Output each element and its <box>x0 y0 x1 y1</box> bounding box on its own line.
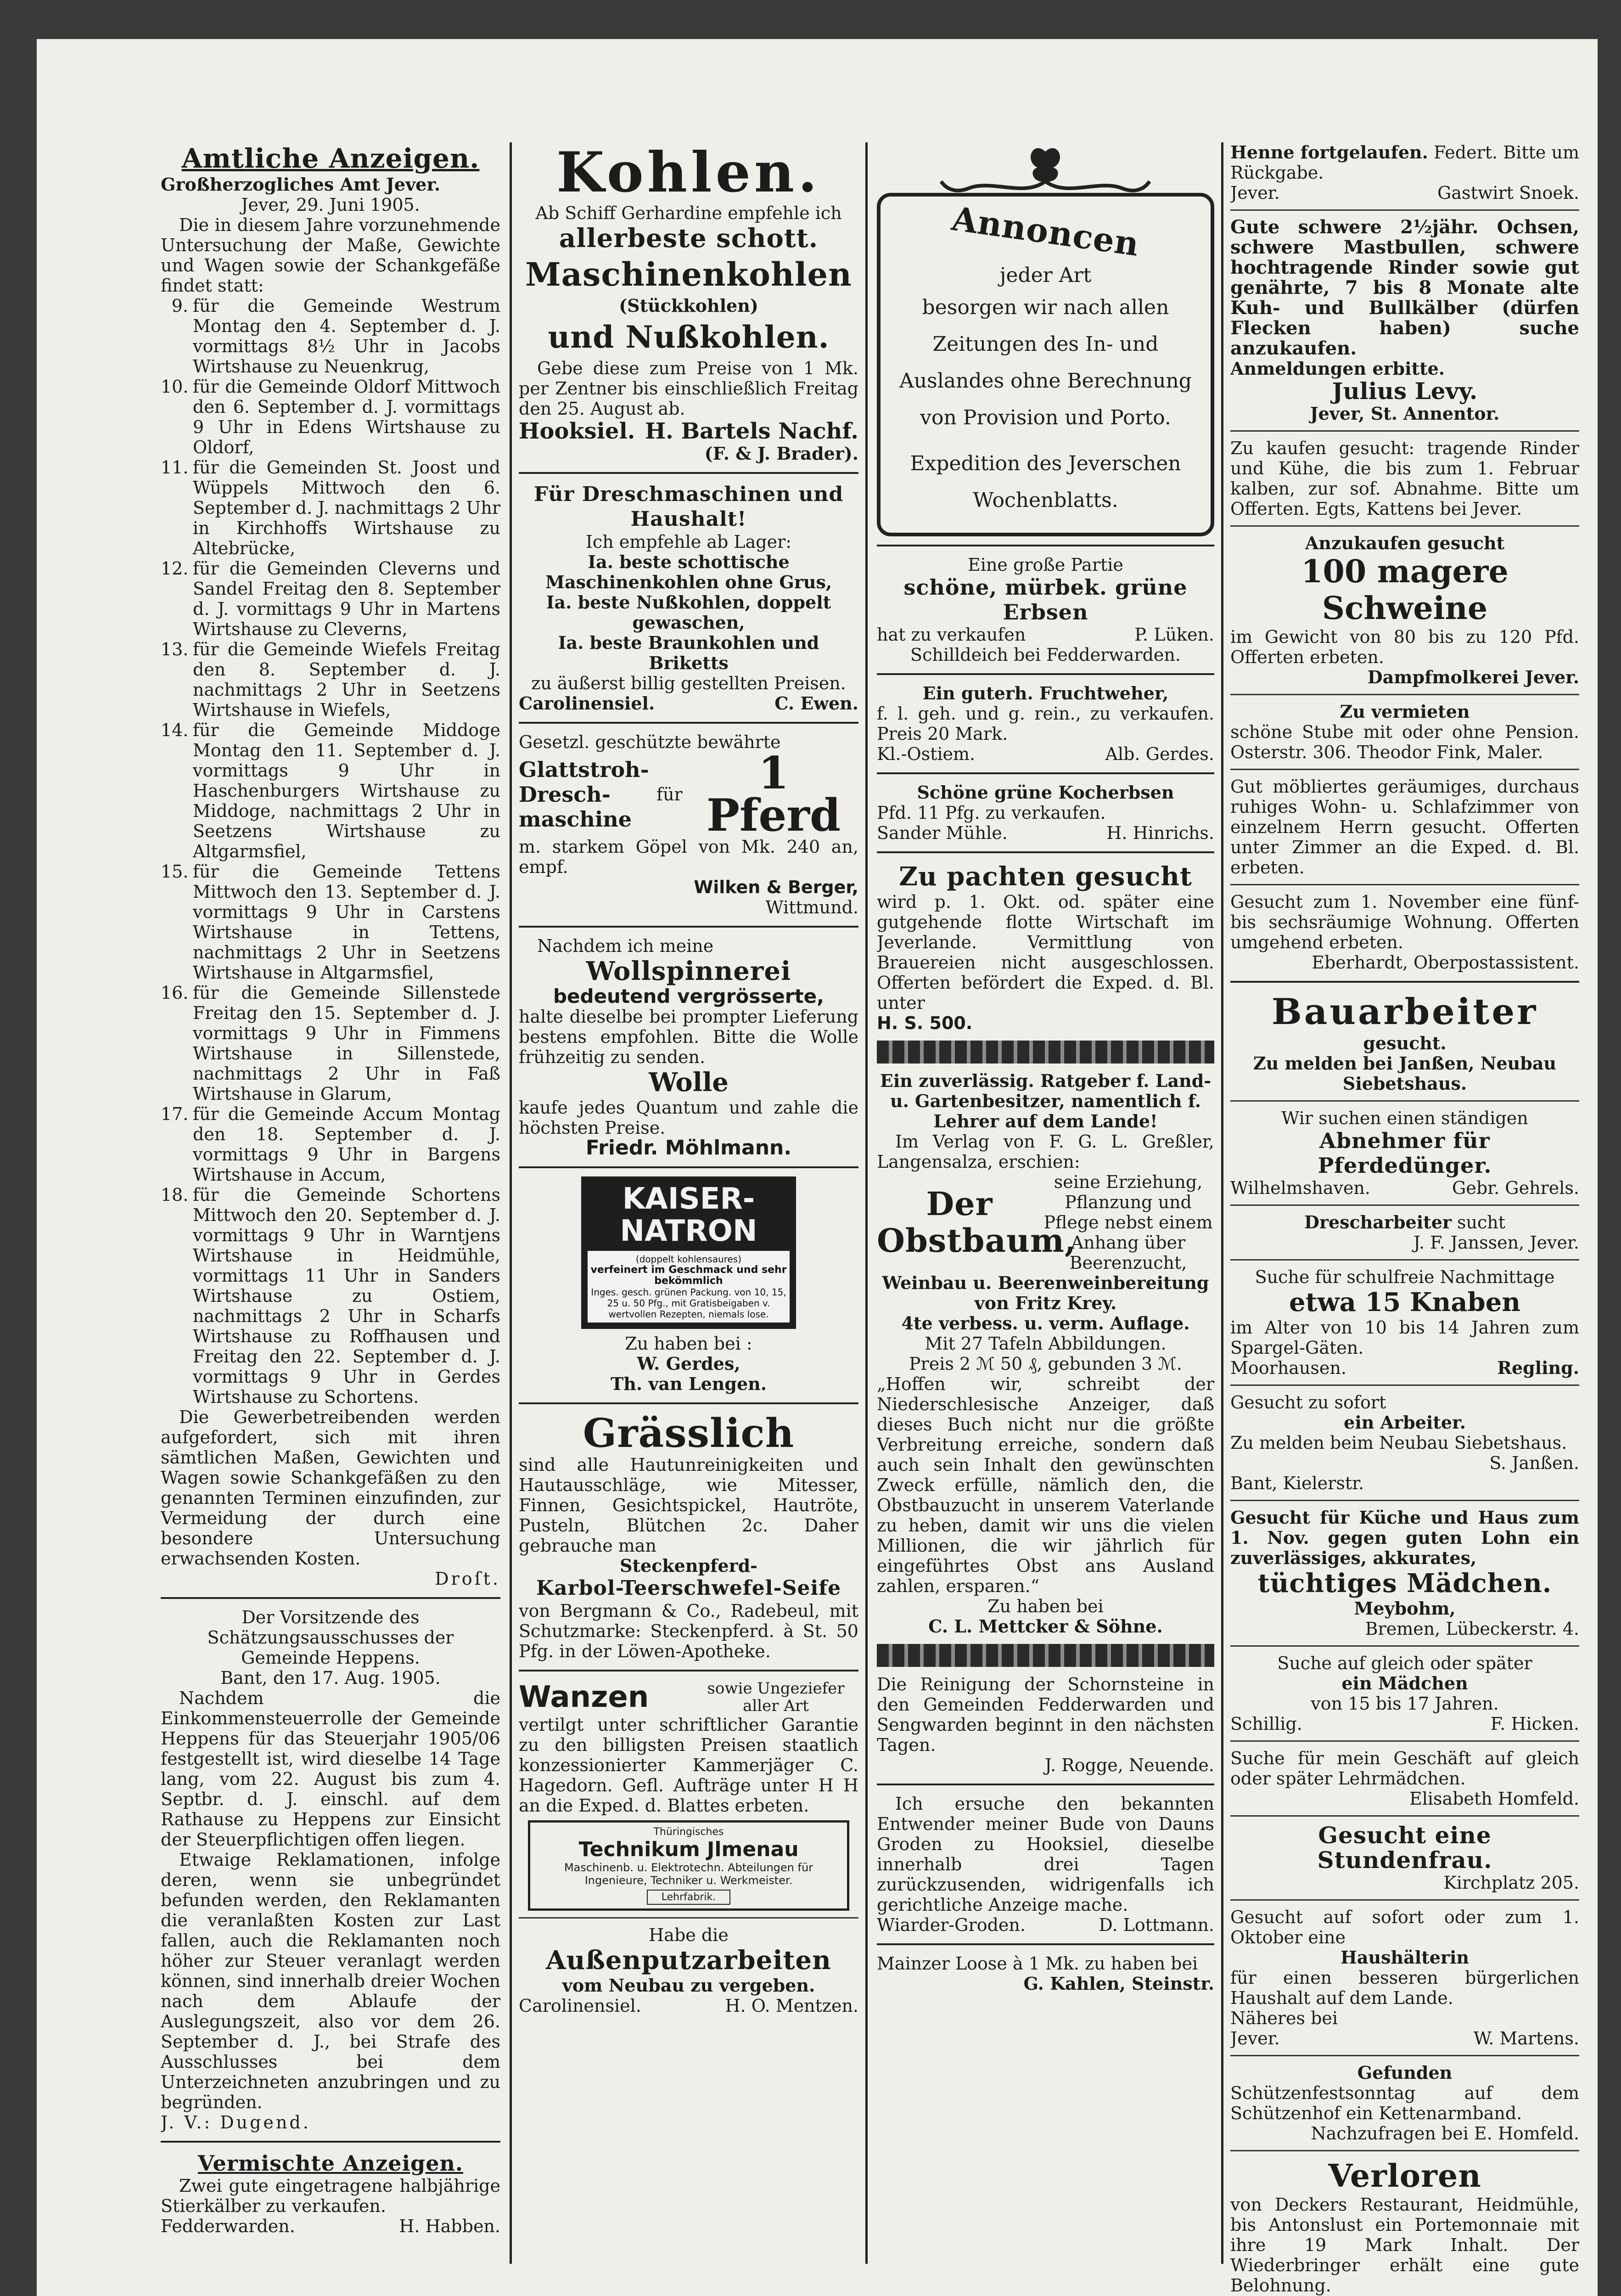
obstbaum-publisher: Im Verlag von F. G. L. Greßler, Langensalza, erschien: <box>877 1131 1214 1172</box>
column-4 <box>1230 142 1579 2296</box>
glattstroh-sign: Wilken & Berger, <box>694 877 858 897</box>
annoncen-headline: Annoncen <box>949 198 1142 264</box>
schedule-item: 16. für die Gemeinde Sillenstede Freitag den 15. September d. J. vormittags 9 Uhr in Fimmens Wirtshause in Sillenstede, nachmittags 2 Uhr in Faß Wirtshause in Glarum, <box>161 983 500 1104</box>
abnehmer-line: Wir suchen einen ständigen <box>1281 1108 1528 1128</box>
haushaelterin-headline: Haushälterin <box>1340 1947 1470 1968</box>
haushaelterin-line: Gesucht auf sofort oder zum 1. Oktober eine <box>1230 1907 1579 1947</box>
annoncen-line: jeder Art <box>999 264 1092 287</box>
ochsen-line: Anmeldungen erbitte. <box>1230 358 1445 379</box>
schweine-headline: 100 magere Schweine <box>1301 553 1509 627</box>
schedule-list <box>161 296 500 1407</box>
aussenputz-line: Habe die <box>649 1925 729 1945</box>
maedchen2-line: von 15 bis 17 Jahren. <box>1311 1694 1499 1714</box>
aussenputz-headline: Außenputzarbeiten <box>546 1945 831 1975</box>
schedule-item: 9. für die Gemeinde Westrum Montag den 4. September d. J. vormittags 8½ Uhr in Jacobs Wirtshause zu Neuenkrug, <box>171 296 500 377</box>
annoncen-text: besorgen wir nach allen Zeitungen des In- und Auslandes ohne Berechnung von Provision und Porto. <box>899 296 1192 429</box>
technikum-ad <box>528 1820 849 1911</box>
fruchtweher-headline: Ein guterh. Fruchtweher, <box>922 683 1169 703</box>
dresch-line: Ich empfehle ab Lager: <box>585 532 792 552</box>
tax-notice-body: Nachdem die Einkommensteuerrolle der Gemeinde Heppens für das Steuerjahr 1905/06 festgestellt ist, wird dieselbe 14 Tage lang, vom 22. August bis zum 4. Septbr. d. J. einschl. auf dem Rathause zu Heppens zur Einsicht der Steuerpflichtigen offen liegen. <box>161 1688 500 1850</box>
schedule-item: 11. für die Gemeinden St. Joost und Wüppels Mittwoch den 6. September d. J. nachmittags 2 Uhr in Kirchhoffs Wirtshause zu Altebrücke, <box>161 457 500 558</box>
knaben-text: im Alter von 10 bis 14 Jahren zum Spargel-Gäten. <box>1230 1317 1579 1358</box>
arbeiter-sign: S. Janßen. <box>1489 1453 1579 1473</box>
obstbaum-line: Mit 27 Tafeln Abbildungen. <box>925 1334 1167 1354</box>
kocherbsen-headline: Schöne grüne Kocherbsen <box>917 782 1174 803</box>
technikum-text: Maschinenb. u. Elektrotechn. Abteilungen für Ingenieure, Techniker u. Werkmeister. <box>564 1861 813 1887</box>
abnehmer-headline: Abnehmer für Pferdedünger. <box>1318 1128 1492 1178</box>
notice-outro: Die Gewerbetreibenden werden aufgefordert, sich mit ihren sämtlichen Maßen, Gewichten und Wagen sowie Schankgefäßen zu den genannten Terminen einzufinden, zur Vermeidung der durch eine besondere Untersuchung erwachsenden Kosten. <box>161 1407 500 1569</box>
loose-sign: G. Kahlen, Steinstr. <box>1023 1973 1214 1994</box>
wanzen-text: vertilgt unter schriftlicher Garantie zu den billigsten Preisen staatlich konzessionierter Kammerjäger C. Hagedorn. Gefl. Aufträge unter H H an die Exped. d. Blattes erbeten. <box>519 1715 858 1816</box>
zimmer-text: Gut möbliertes geräumiges, durchaus ruhiges Wohn- u. Schlafzimmer von einzelnem Herrn gesucht. Offerten unter Zimmer an die Exped. d. Bl. erbeten. <box>1230 777 1579 878</box>
knaben-line: Suche für schulfreie Nachmittage <box>1255 1267 1555 1287</box>
wohnung-sign: Eberhardt, Oberpostassistent. <box>1312 952 1579 973</box>
kohlen-sign: Hooksiel. H. Bartels Nachf. <box>519 418 858 444</box>
kohlen-line: Ab Schiff Gerhardine empfehle ich <box>535 203 842 223</box>
verloren-headline: Verloren <box>1328 2158 1481 2195</box>
verloren-text: von Deckers Restaurant, Heidmühle, bis Antonslust ein Portemonnaie mit ihre 19 Mark Inhalt. Der Wiederbringer erhält eine gute Belohnung. <box>1230 2195 1579 2296</box>
schedule-item: 17. für die Gemeinde Accum Montag den 18. September d. J. vormittags 9 Uhr in Bargens Wirtshause in Accum, <box>161 1104 500 1185</box>
section-title-misc: Vermischte Anzeigen. <box>198 2151 463 2176</box>
kohlen-headline: Kohlen. <box>556 142 821 205</box>
kohlen-text: Gebe diese zum Preise von 1 Mk. per Zentner bis einschließlich Freitag den 25. August ab. <box>519 358 858 419</box>
haushaelterin-line: Näheres bei <box>1230 2008 1338 2028</box>
tax-notice-date: Bant, den 17. Aug. 1905. <box>220 1668 441 1688</box>
kohlen-line: allerbeste schott. <box>559 223 819 253</box>
annoncen-expedition: Expedition des Jeverschen Wochenblatts. <box>910 452 1181 512</box>
column-rule <box>1221 142 1223 2264</box>
obstbaum-title-block <box>877 1172 1214 1273</box>
glattstroh-line: Gesetzl. geschützte bewährte <box>519 732 781 752</box>
obstbaum-where: Zu haben bei <box>987 1596 1104 1616</box>
kaiser-natron-text: Inges. gesch. grünen Packung. von 10, 15, 25 u. 50 Pfg., mit Gratisbeigaben v. wertvollen Rezepten, niemals lose. <box>591 1287 786 1320</box>
wohnung-text: Gesucht zum 1. November eine fünf- bis sechsräumige Wohnung. Offerten umgehend erbeten. <box>1230 892 1579 952</box>
maedchen-sign: Meybohm, <box>1354 1598 1456 1619</box>
dresch-line: zu äußerst billig gestellten Preisen. <box>531 673 846 693</box>
arbeiter-place: Bant, Kielerstr. <box>1230 1473 1364 1493</box>
authority-line: Großherzogliches Amt Jever. <box>161 174 441 195</box>
vermieten-text: schöne Stube mit oder ohne Pension. Osterstr. 306. Theodor Fink, Maler. <box>1230 722 1579 762</box>
fruchtweher-sign: Kl.-Ostiem. Alb. Gerdes. <box>877 744 1214 764</box>
arbeiter-text: Zu melden beim Neubau Siebetshaus. <box>1230 1433 1567 1453</box>
haushaelterin-sign: Jever. W. Martens. <box>1230 2028 1579 2048</box>
schedule-item: 12. für die Gemeinden Cleverns und Sandel Freitag den 8. September d. J. vormittags 9 Uhr in Martens Wirtshause zu Cleverns, <box>161 558 500 639</box>
erbsen-place: Schilldeich bei Fedderwarden. <box>910 645 1181 665</box>
schweine-line: Anzukaufen gesucht <box>1305 533 1505 553</box>
haushaelterin-text: für einen besseren bürgerlichen Haushalt auf dem Lande. <box>1230 1968 1579 2008</box>
wolle-headline: Wollspinnerei <box>586 956 791 986</box>
graesslich-line: Steckenpferd- <box>620 1555 757 1576</box>
dresch-line: Ia. beste Nußkohlen, doppelt gewaschen, <box>546 592 831 633</box>
graesslich-product: Karbol-Teerschwefel-Seife <box>536 1576 841 1600</box>
decorative-strip <box>877 1041 1214 1064</box>
stundenfrau-headline: Gesucht eine Stundenfrau. <box>1317 1822 1492 1874</box>
annoncen-box <box>877 193 1214 536</box>
obstbaum-price: Preis 2 ℳ 50 ₰, gebunden 3 ℳ. <box>909 1354 1182 1374</box>
maedchen-place: Bremen, Lübeckerstr. 4. <box>1365 1619 1579 1639</box>
obstbaum-intro: Ein zuverlässig. Ratgeber f. Land- u. Gartenbesitzer, namentlich f. Lehrer auf dem Lande! <box>880 1070 1212 1131</box>
loose-text: Mainzer Loose à 1 Mk. zu haben bei <box>877 1953 1198 1974</box>
graesslich-text: sind alle Hautunreinigkeiten und Hautausschläge, wie Mitesser, Finnen, Gesichtspickel, Hautröte, Pusteln, Blütchen 2c. Daher gebrauche man <box>519 1455 858 1556</box>
arbeiter-line: Gesucht zu sofort <box>1230 1392 1386 1412</box>
kaiser-natron-seller-2: Th. van Lengen. <box>610 1373 767 1394</box>
fruchtweher-text: f. l. geh. und g. rein., zu verkaufen. Preis 20 Mark. <box>877 703 1214 744</box>
kaiser-natron-title-2: NATRON <box>620 1214 757 1248</box>
drescharbeiter-text: sucht <box>1457 1212 1505 1232</box>
stundenfrau-place: Kirchplatz 205. <box>1443 1873 1579 1893</box>
wanzen-title: Wanzen sowie Ungeziefer aller Art <box>519 1679 845 1715</box>
tax-notice-signature: J. V.: Dugend. <box>161 2112 311 2133</box>
bauarbeiter-line: gesucht. <box>1363 1033 1447 1053</box>
rinder-text: Zu kaufen gesucht: tragende Rinder und Kühe, die bis zum 1. Februar kalben, zur sof. Abnahme. Bitte um Offerten. Egts, Kattens bei Jever. <box>1230 438 1579 519</box>
technikum-title: Technikum Jlmenau <box>578 1838 799 1861</box>
pachten-code: H. S. 500. <box>877 1013 973 1033</box>
schedule-item: 10. für die Gemeinde Oldorf Mittwoch den 6. September d. J. vormittags 9 Uhr in Edens Wirtshause zu Oldorf, <box>161 377 500 457</box>
wolle-sign: Friedr. Möhlmann. <box>585 1136 792 1159</box>
tax-notice-head: Der Vorsitzende des Schätzungsausschusses der Gemeinde Heppens. <box>207 1607 454 1668</box>
technikum-badge: Lehrfabrik. <box>647 1890 730 1905</box>
obstbaum-seller: C. L. Mettcker & Söhne. <box>928 1616 1163 1637</box>
henne-sign: Jever. Gastwirt Snoek. <box>1230 183 1579 203</box>
misc-ad-text: Zwei gute eingetragene halbjährige Stierkälber zu verkaufen. <box>161 2176 500 2216</box>
column-2 <box>519 142 858 2016</box>
newspaper-page <box>37 39 1598 2296</box>
henne-text: Federt. Bitte um Rückgabe. <box>1230 142 1579 183</box>
maedchen-text: Gesucht für Küche und Haus zum 1. Nov. gegen guten Lohn ein zuverlässiges, akkurates, <box>1230 1507 1579 1568</box>
bauarbeiter-text: Zu melden bei Janßen, Neubau Siebetshaus. <box>1253 1053 1557 1094</box>
kohlen-line: Maschinenkohlen <box>525 255 852 293</box>
misc-ad-sign: Fedderwarden. H. Habben. <box>161 2216 500 2236</box>
gefunden-sign: Nachzufragen bei E. Homfeld. <box>1311 2123 1579 2144</box>
kohlen-sign-2: (F. & J. Brader). <box>704 443 858 464</box>
graesslich-headline: Grässlich <box>583 1410 795 1457</box>
kaiser-natron-ad <box>581 1176 796 1329</box>
kaiser-natron-text: verfeinert im Geschmack und sehr bekömmlich <box>590 1264 787 1287</box>
ochsen-place: Jever, St. Annentor. <box>1310 403 1500 424</box>
knaben-headline: etwa 15 Knaben <box>1289 1287 1521 1317</box>
kocherbsen-sign: Sander Mühle. H. Hinrichs. <box>877 823 1214 843</box>
erbsen-line: Eine große Partie <box>968 555 1123 575</box>
schweine-text: im Gewicht von 80 bis zu 120 Pfd. Offerten erbeten. <box>1230 627 1579 667</box>
glattstroh-title: Glattstroh-Dresch-maschine für 1 Pferd <box>519 747 841 841</box>
henne-headline: Henne fortgelaufen. <box>1230 142 1428 163</box>
wolle-headline-2: Wolle <box>649 1067 729 1097</box>
wolle-line: Nachdem ich meine <box>537 936 714 956</box>
notice-signature: Droſt. <box>435 1569 500 1589</box>
kaiser-natron-title: KAISER- <box>622 1182 755 1216</box>
kohlen-line: und Nußkohlen. <box>548 319 830 355</box>
column-rule <box>510 142 512 2264</box>
ochsen-sign: Julius Levy. <box>1332 377 1478 405</box>
glattstroh-price: m. starkem Göpel von Mk. 240 an, empf. <box>519 837 858 877</box>
drescharbeiter-headline: Drescharbeiter <box>1304 1212 1452 1232</box>
lehrmaedchen-sign: Elisabeth Homfeld. <box>1409 1789 1579 1809</box>
kaiser-natron-seller: W. Gerdes, <box>637 1353 740 1374</box>
obstbaum-line: Weinbau u. Beerenweinbereitung von Fritz Krey. <box>882 1272 1209 1313</box>
maedchen-headline: tüchtiges Mädchen. <box>1257 1568 1552 1598</box>
dresch-headline: Für Dreschmaschinen und Haushalt! <box>533 483 844 531</box>
maedchen2-sign: Schillig. F. Hicken. <box>1230 1714 1579 1734</box>
gefunden-text: Schützenfestsonntag auf dem Schützenhof ein Kettenarmband. <box>1230 2083 1579 2123</box>
glattstroh-sign-2: Wittmund. <box>765 897 858 917</box>
vermieten-headline: Zu vermieten <box>1340 701 1470 722</box>
tax-notice-body-2: Etwaige Reklamationen, infolge deren, wenn sie unbegründet befunden werden, den Reklamanten die veranlaßten Kosten zur Last fallen, auch die Reklamanten noch höher zur Steuer veranlagt werden können, sind innerhalb dreier Wochen nach dem Ablaufe der Auslegungszeit, also vor dem 26. September d. J., bei Strafe des Ausschlusses bei dem Unterzeichneten anzubringen und zu begründen. <box>161 1850 500 2112</box>
lehrmaedchen-text: Suche für mein Geschäft auf gleich oder später Lehrmädchen. <box>1230 1748 1579 1789</box>
bauarbeiter-headline: Bauarbeiter <box>1271 991 1538 1033</box>
maedchen2-line: Suche auf gleich oder später <box>1277 1653 1532 1673</box>
bude-sign: Wiarder-Groden. D. Lottmann. <box>877 1915 1214 1935</box>
kaiser-natron-text: (doppelt kohlensaures) <box>635 1254 742 1265</box>
wolle-line: bedeutend vergrösserte, <box>553 985 825 1007</box>
abnehmer-sign: Wilhelmshaven. Gebr. Gehrels. <box>1230 1178 1579 1198</box>
aussenputz-sign: Carolinensiel. H. O. Mentzen. <box>519 1996 858 2016</box>
dresch-line: Ia. beste schottische Maschinenkohlen ohne Grus, <box>545 551 832 592</box>
obstbaum-title: Der Obstbaum, <box>877 1185 1077 1260</box>
decorative-strip <box>877 1644 1214 1667</box>
graesslich-text-2: von Bergmann & Co., Radebeul, mit Schutzmarke: Steckenpferd. à St. 50 Pfg. in der Löwen-Apotheke. <box>519 1601 858 1661</box>
pachten-headline: Zu pachten gesucht <box>899 861 1192 892</box>
erbsen-sign: hat zu verkaufen P. Lüken. <box>877 625 1214 645</box>
section-title-official: Amtliche Anzeigen. <box>181 143 480 174</box>
drescharbeiter-sign: J. F. Janssen, Jever. <box>1413 1232 1579 1253</box>
kaiser-natron-where: Zu haben bei : <box>625 1334 752 1354</box>
knaben-sign: Moorhausen. Regling. <box>1230 1357 1579 1378</box>
maedchen2-headline: ein Mädchen <box>1341 1673 1468 1694</box>
wolle-text-2: kaufe jedes Quantum und zahle die höchsten Preise. <box>519 1097 858 1138</box>
schedule-item: 14. für die Gemeinde Middoge Montag den 11. September d. J. vormittags 9 Uhr in Haschenburgers Wirtshause zu Middoge, nachmittags 2 Uhr in Seetzens Wirtshause zu Altgarmsfiel, <box>161 720 500 861</box>
bude-text: Ich ersuche den bekannten Entwender meiner Bude von Dauns Groden zu Hooksiel, dieselbe innerhalb drei Tagen zurückzusenden, widrigenfalls ich gerichtliche Anzeige mache. <box>877 1794 1214 1915</box>
wolle-text: halte dieselbe bei prompter Lieferung bestens empfohlen. Bitte die Wolle frühzeitig zu senden. <box>519 1007 858 1067</box>
kocherbsen-text: Pfd. 11 Pfg. zu verkaufen. <box>877 803 1106 823</box>
schedule-item: 18. für die Gemeinde Schortens Mittwoch den 20. September d. J. vormittags 9 Uhr in Warntjens Wirtshause in Heidmühle, vormittags 11 Uhr in Sanders Wirtshause zu Ostiem, nachmittags 2 Uhr in Scharfs Wirtshause zu Roffhausen und Freitag den 22. September d. J. vormittags 9 Uhr in Gerdes Wirtshause zu Schortens. <box>161 1185 500 1407</box>
notice-date: Jever, 29. Juni 1905. <box>241 195 420 215</box>
kohlen-line: (Stückkohlen) <box>619 295 758 316</box>
obstbaum-line: 4te verbess. u. verm. Auflage. <box>901 1313 1190 1334</box>
schweine-sign: Dampfmolkerei Jever. <box>1367 667 1579 687</box>
schedule-item: 13. für die Gemeinde Wiefels Freitag den 8. September d. J. nachmittags 2 Uhr in Seetzens Wirtshause in Wiefels, <box>161 639 500 720</box>
column-1 <box>161 142 500 2236</box>
technikum-line: Thüringisches <box>653 1826 724 1838</box>
arbeiter-headline: ein Arbeiter. <box>1344 1412 1466 1433</box>
dresch-sign: Carolinensiel. C. Ewen. <box>519 693 858 714</box>
ochsen-text: Gute schwere 2½jähr. Ochsen, schwere Mastbullen, schwere hochtragende Rinder sowie gut genährte, 7 bis 8 Monate alte Kuh- und Bullkälber (dürfen Flecken haben) suche anzukaufen. <box>1230 216 1579 359</box>
schornstein-text: Die Reinigung der Schornsteine in den Gemeinden Fedderwarden und Sengwarden beginnt in den nächsten Tagen. <box>877 1674 1214 1755</box>
column-rule <box>865 142 868 2264</box>
gefunden-headline: Gefunden <box>1357 2062 1453 2083</box>
schornstein-sign: J. Rogge, Neuende. <box>1044 1755 1214 1775</box>
column-3 <box>877 142 1214 1994</box>
pachten-text: wird p. 1. Okt. od. später eine gutgehende flotte Wirtschaft im Jeverlande. Vermittlung von Brauereien nicht ausgeschlossen. Offerten befördert die Exped. d. Bl. unter <box>877 892 1214 1013</box>
aussenputz-line: vom Neubau zu vergeben. <box>562 1975 815 1996</box>
notice-intro: Die in diesem Jahre vorzunehmende Untersuchung der Maße, Gewichte und Wagen sowie der Schankgefäße findet statt: <box>161 215 500 296</box>
erbsen-headline: schöne, mürbek. grüne Erbsen <box>903 575 1188 625</box>
schedule-item: 15. für die Gemeinde Tettens Mittwoch den 13. September d. J. vormittags 9 Uhr in Carstens Wirtshause in Tettens, nachmittags 2 Uhr in Seetzens Wirtshause in Altgarmsfiel, <box>161 861 500 983</box>
obstbaum-subtitle: seine Erziehung, Pflanzung und Pflege nebst einem Anhang über Beerenzucht, <box>1043 1172 1213 1273</box>
dresch-line: Ia. beste Braunkohlen und Briketts <box>558 632 819 673</box>
obstbaum-quote: „Hoffen wir, schreibt der Niederschlesische Anzeiger, daß dieses Buch nicht nur die größte Verbreitung erreiche, sondern daß auch sein Inhalt den gewünschten Zweck erfülle, nämlich den, die Obstbauzucht in unserem Vaterlande zu heben, damit wir uns die vielen Millionen, die wir jährlich für eingeführtes Obst ans Ausland zahlen, ersparen.“ <box>877 1374 1214 1596</box>
